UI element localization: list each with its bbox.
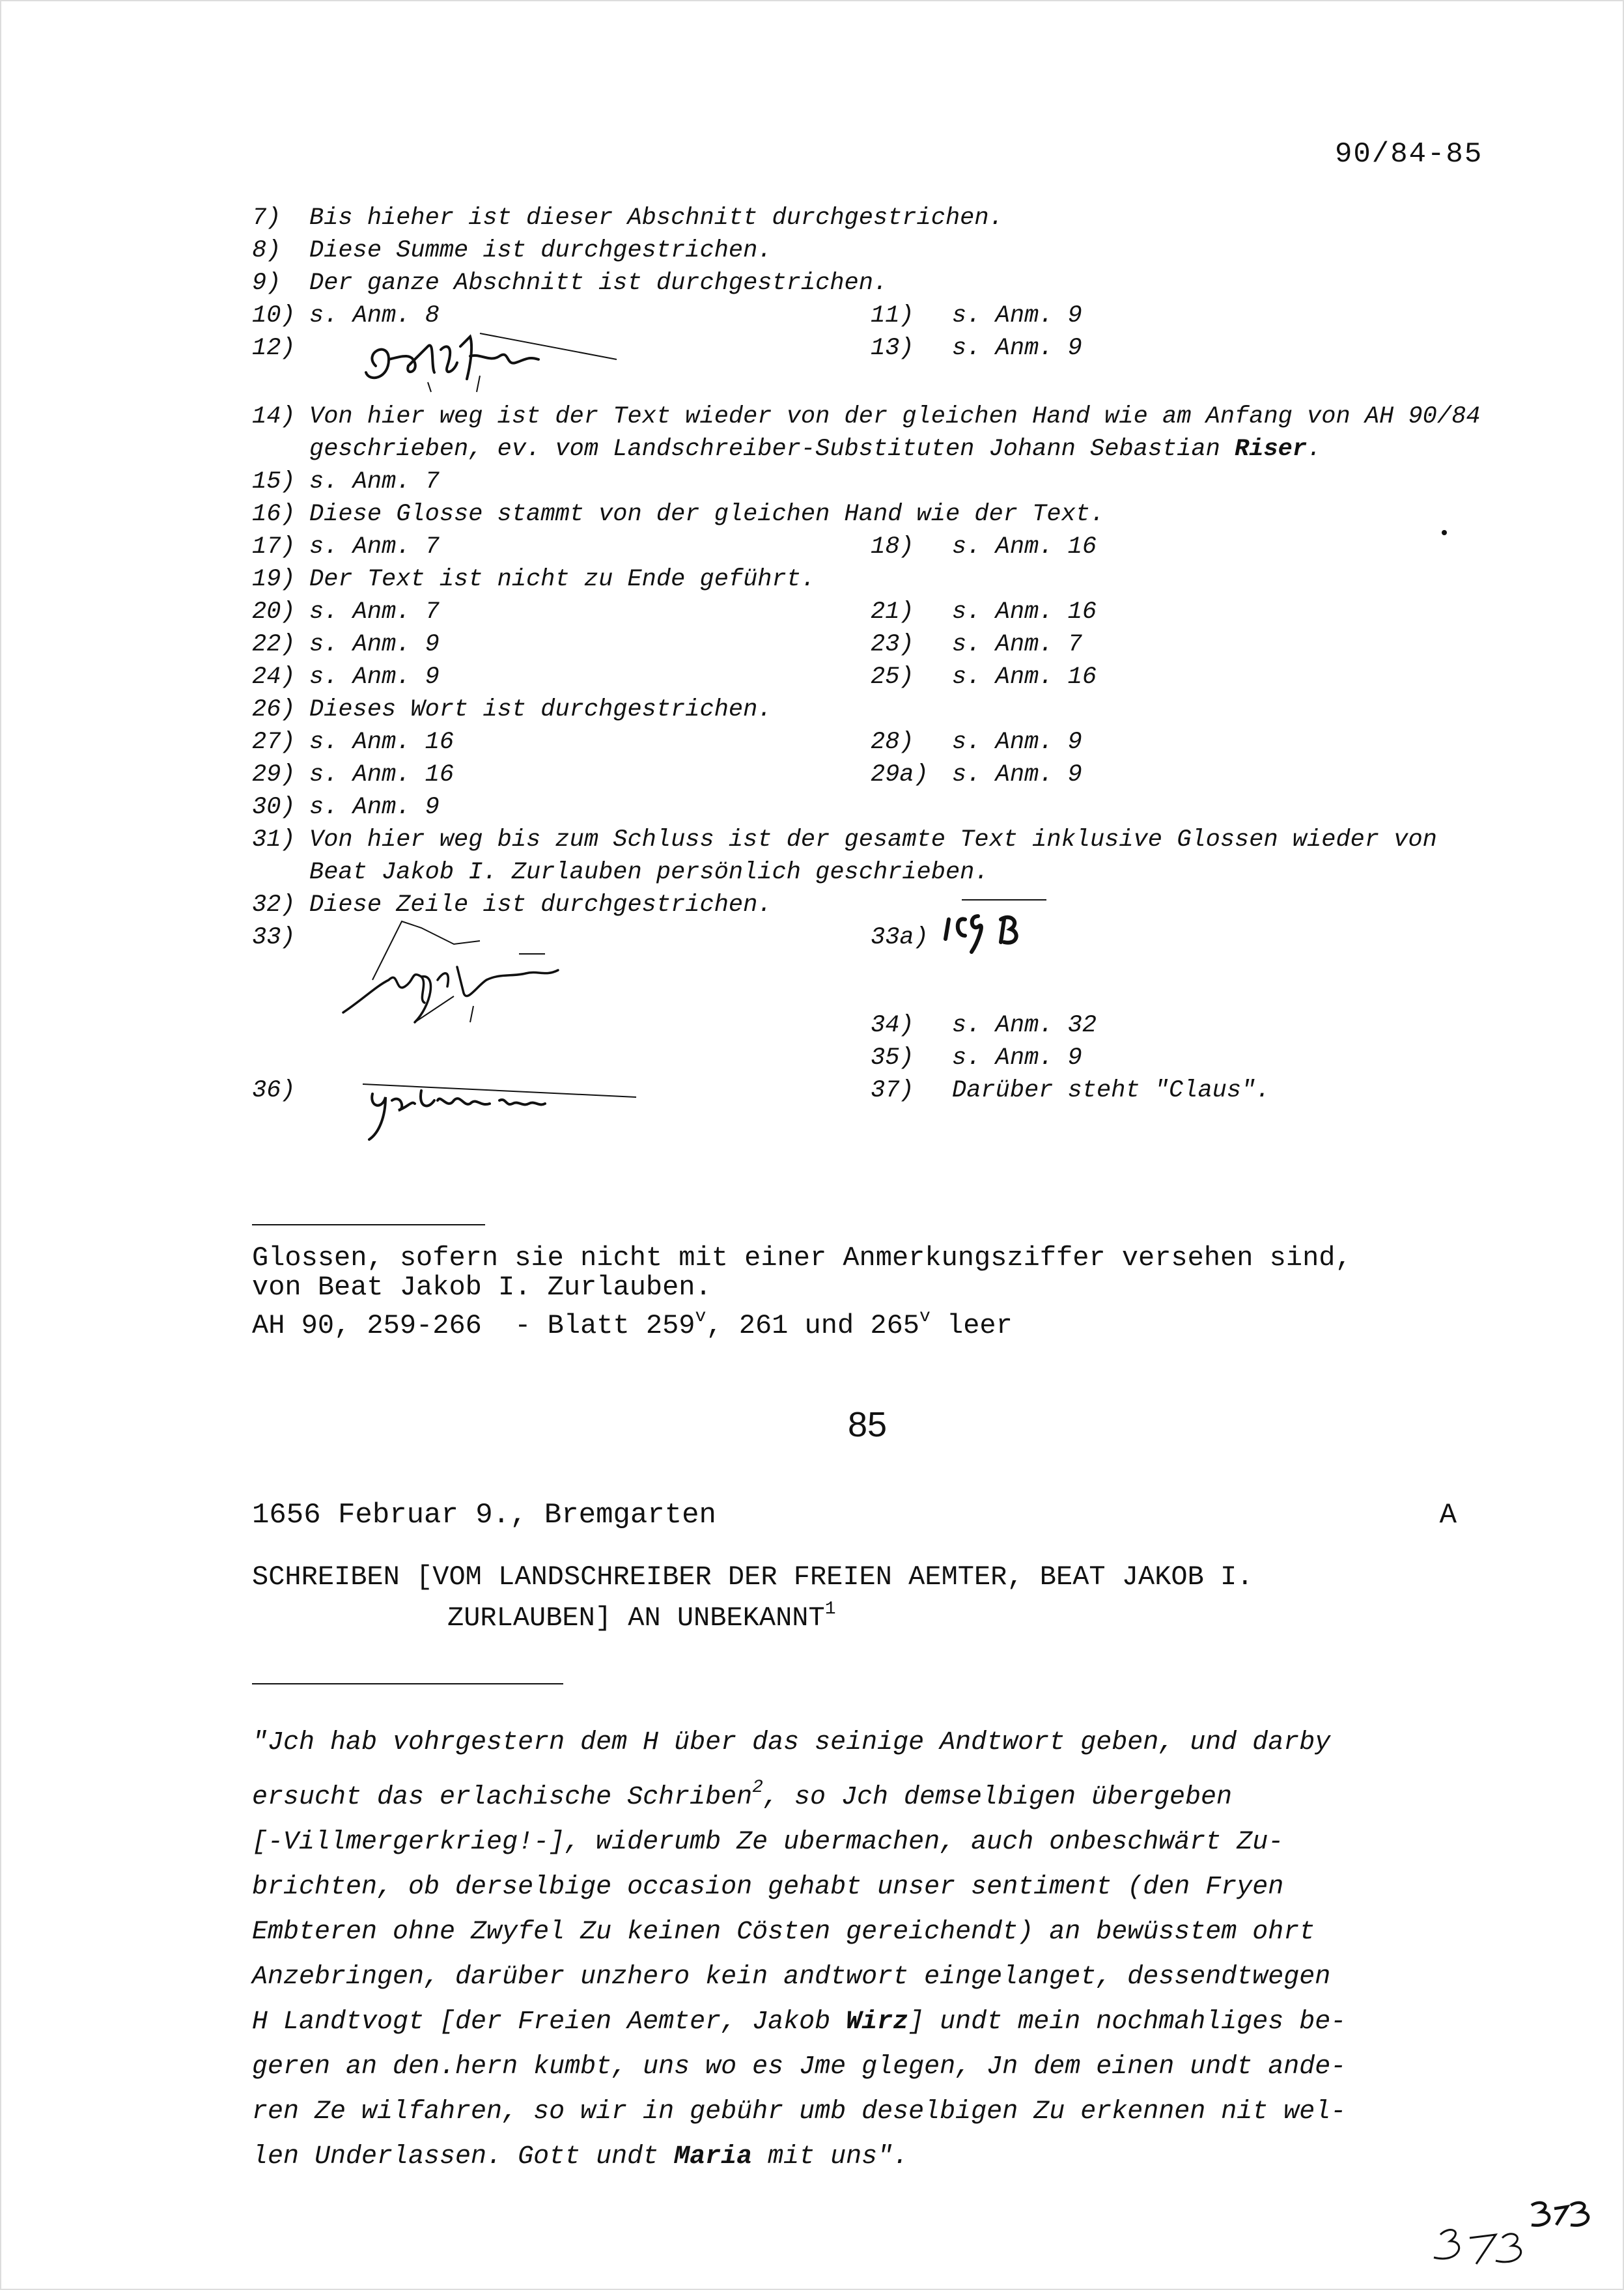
signature-36-image [350, 1071, 649, 1149]
footnote-26: 26) Dieses Wort ist durchgestrichen. [252, 696, 772, 723]
footnote-12-13: 12) 13) s. Anm. 9 [252, 332, 1496, 400]
footnote-36-37: 36) 37) Darüber steht "Claus". [252, 1074, 1496, 1126]
date-place-line [252, 1499, 1457, 1531]
footnote-16: 16) Diese Glosse stammt von der gleichen Hand wie der Text. [252, 501, 1105, 528]
footnote-15: 15) s. Anm. 7 [252, 468, 440, 496]
body-line: len Underlassen. Gott undt Maria mit uns". [252, 2142, 909, 2171]
footnote-14-text: Von hier weg ist der Text wieder von der gleichen Hand wie am Anfang von AH 90/84 geschrieben, ev. vom Landschreiber-Substituten Johann Sebastian Riser. [309, 403, 1481, 463]
heading-separator [252, 1683, 563, 1684]
footnote-35: 35) s. Anm. 9 [871, 1044, 1082, 1072]
footnotes [252, 202, 1496, 1126]
body-line: ren Ze wilfahren, so wir in gebühr umb deselbigen Zu erkennen nit wel- [252, 2097, 1347, 2127]
footnote-19: 19) Der Text ist nicht zu Ende geführt. [252, 566, 816, 593]
footnote-31: 31) Von hier weg bis zum Schluss ist der gesamte Text inklusive Glossen wieder von Beat Jakob I. Zurlauben persönlich geschrieben. [252, 826, 1437, 886]
footnote-32: 32) Diese Zeile ist durchgestrichen. [252, 891, 772, 919]
footnote-separator [252, 1224, 485, 1225]
footnote-30: 30) s. Anm. 9 [252, 794, 440, 821]
footnote-24-25: 24) s. Anm. 9 25) s. Anm. 16 [252, 663, 1097, 691]
footnote-7: 7) Bis hieher ist dieser Abschnitt durchgestrichen. [252, 204, 1003, 232]
body-line: geren an den.hern kumbt, uns wo es Jme glegen, Jn dem einen undt ande- [252, 2052, 1347, 2082]
signature-33a-image [939, 897, 1069, 962]
footnote-33-35: 33) 33a) [252, 921, 1496, 1009]
body-line: H Landtvogt [der Freien Aemter, Jakob Wirz] undt mein nochmahliges be- [252, 2007, 1347, 2037]
body-line: "Jch hab vohrgestern dem H über das seinige Andtwort geben, und darby [252, 1728, 1331, 1757]
document-number: 85 [848, 1405, 888, 1444]
footnote-14: 14) Von hier weg ist der Text wieder von der gleichen Hand wie am Anfang von AH 90/84 geschrieben, ev. vom Landschreiber-Substituten Johann Sebastian Riser. [252, 400, 1496, 466]
stray-dot [1442, 530, 1447, 535]
footnote-9: 9) Der ganze Abschnitt ist durchgestrichen. [252, 270, 888, 297]
body-line: [-Villmergerkrieg!-], widerumb Ze ubermachen, auch onbeschwärt Zu- [252, 1828, 1284, 1857]
footnote-17-18: 17) s. Anm. 7 18) s. Anm. 16 [252, 533, 1097, 561]
footnote-20-21: 20) s. Anm. 7 21) s. Anm. 16 [252, 598, 1097, 626]
footnote-29-29a: 29) s. Anm. 16 29a) s. Anm. 9 [252, 761, 1082, 789]
signature-12-image [350, 327, 623, 398]
footnote-10-11: 10) s. Anm. 8 11) s. Anm. 9 [252, 302, 1082, 329]
body-line: Embteren ohne Zwyfel Zu keinen Cösten gereichendt) an bewüsstem ohrt [252, 1918, 1315, 1947]
letter-body [252, 1720, 1496, 2179]
footnote-8: 8) Diese Summe ist durchgestrichen. [252, 237, 772, 264]
footnote-22-23: 22) s. Anm. 9 23) s. Anm. 7 [252, 631, 1082, 658]
body-line: brichten, ob derselbige occasion gehabt unser sentiment (den Fryen [252, 1873, 1284, 1902]
date-place: 1656 Februar 9., Bremgarten [252, 1499, 716, 1531]
footnote-34: 34) s. Anm. 32 [871, 1012, 1097, 1039]
body-line: Anzebringen, darüber unzhero kein andtwort eingelanget, dessendtwegen [252, 1962, 1331, 1992]
document-reference: 90/84-85 [1335, 138, 1483, 171]
body-line: ersucht das erlachische Schriben$^2$, so Jch demselbigen übergeben [252, 1778, 1233, 1812]
handwritten-page-number [1421, 2186, 1603, 2277]
version-letter: A [1439, 1499, 1457, 1531]
footnote-27-28: 27) s. Anm. 16 28) s. Anm. 9 [252, 729, 1082, 756]
gloss-remark: Glossen, sofern sie nicht mit einer Anmerkungsziffer versehen sind, von Beat Jakob I. Zurlauben. AH 90, 259-266 - Blatt 259$^v$, 261 und 265$^v$ leer [252, 1242, 1352, 1341]
document-heading: SCHREIBEN [VOM LANDSCHREIBER DER FREIEN AEMTER, BEAT JAKOB I. ZURLAUBEN] AN UNBEKANNT$^1$ [252, 1561, 1253, 1634]
